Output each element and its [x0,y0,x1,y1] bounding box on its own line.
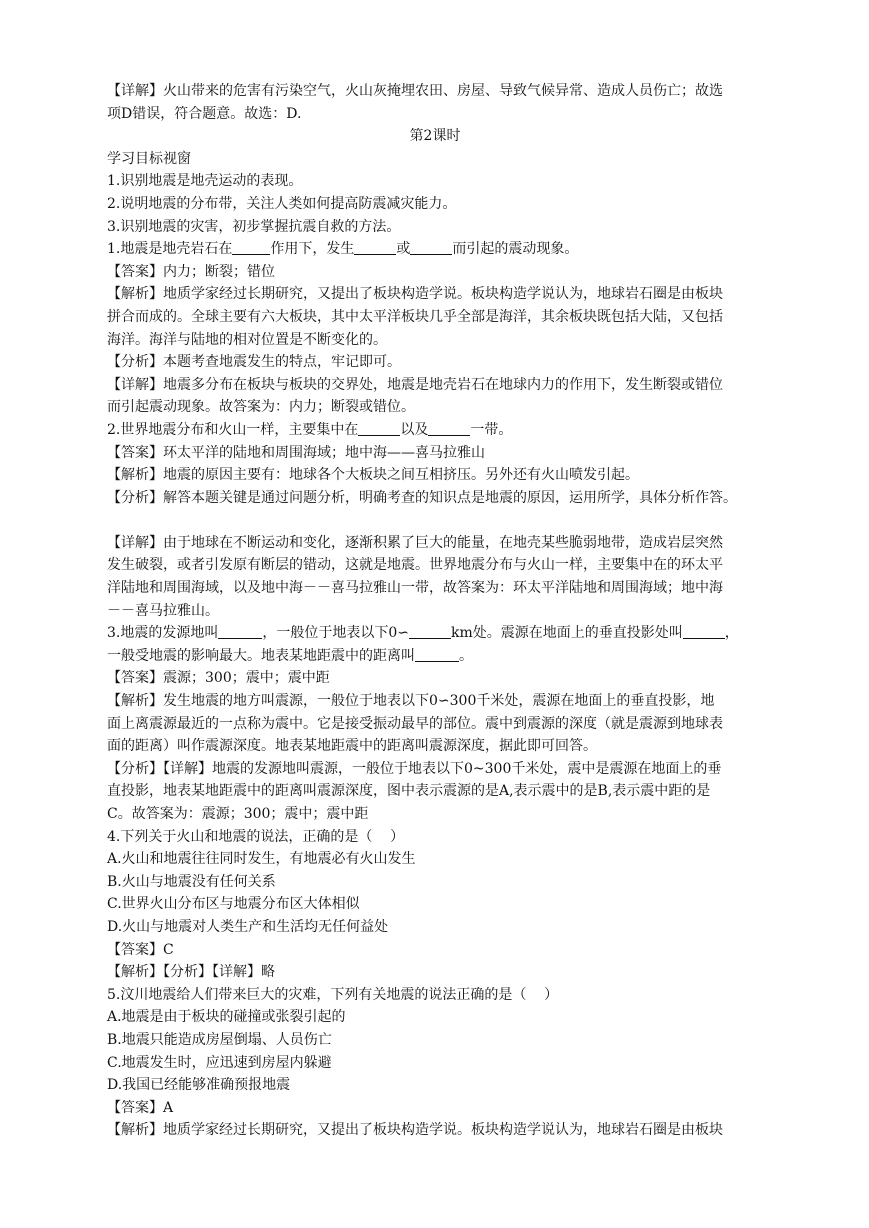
fill-blank [358,421,400,436]
question-text: 以及 [400,421,429,438]
text-line: 【解析】地质学家经过长期研究，又提出了板块构造学说。板块构造学说认为，地球岩石圈是由板块 [107,1122,723,1139]
question-text: km处。震源在地面上的垂直投影处叫 [451,625,683,642]
question-text: ， [724,625,739,642]
option-b: B.地震只能造成房屋倒塌、人员伤亡 [107,1031,332,1048]
question-2 [107,419,773,442]
text-line: 【解析】地质学家经过长期研究，又提出了板块构造学说。板块构造学说认为，地球岩石圈是由板块 [107,286,723,303]
question-text: 2.世界地震分布和火山一样，主要集中在 [107,421,359,438]
fill-blank [409,624,451,639]
text-line: 面的距离）叫作震源深度。地表某地距震中的距离叫震源深度，据此即可回答。 [107,738,597,755]
question-text: 一般受地震的影响最大。地表某地距震中的距离叫 [107,647,415,664]
answer-line: 【答案】震源；300；震中；震中距 [107,670,330,687]
question-3 [107,622,773,645]
fill-blank [232,240,270,255]
text-line: 洋陆地和周围海域，以及地中海－－喜马拉雅山一带，故答案为：环太平洋陆地和周围海域；地中海 [107,580,723,597]
option-a: A.地震是由于板块的碰撞或张裂引起的 [107,1009,346,1026]
option-c: C.世界火山分布区与地震分布区大体相似 [107,896,360,913]
option-a: A.火山和地震往往同时发生，有地震必有火山发生 [107,851,416,868]
text-line: 发生破裂，或者引发原有断层的错动，这就是地震。世界地震分布与火山一样，主要集中在的环太平 [107,557,723,574]
fill-blank [415,647,459,662]
question-text: 3.地震的发源地叫 [107,625,219,642]
section-title: 第2课时 [409,128,461,145]
text-line: 【分析】本题考查地震发生的特点，牢记即可。 [107,354,401,371]
fill-blank [354,240,396,255]
text-line: 【分析】解答本题关键是通过问题分析，明确考查的知识点是地震的原因，运用所学，具体分析作答。 [107,489,737,506]
question-text: 。 [459,647,473,664]
question-text: 作用下，发生 [270,241,355,258]
text-line: 而引起震动现象。故答案为：内力；断裂或错位。 [107,399,415,416]
option-d: D.火山与地震对人类生产和生活均无任何益处 [107,918,389,935]
question-4: 4.下列关于火山和地震的说法，正确的是（ ） [107,828,405,845]
fill-blank [683,624,725,639]
text-line: 【解析】【分析】【详解】略 [107,964,275,981]
objective-item: 1.识别地震是地壳运动的表现。 [107,173,303,190]
text-line: 海洋。海洋与陆地的相对位置是不断变化的。 [107,331,387,348]
answer-line: 【答案】C [107,941,174,958]
text-line: 【详解】由于地球在不断运动和变化，逐渐积累了巨大的能量，在地壳某些脆弱地带，造成岩层突然 [107,534,723,551]
question-5: 5.汶川地震给人们带来巨大的灾难，下列有关地震的说法正确的是（ ） [107,986,559,1003]
text-line: C。故答案为：震源；300；震中；震中距 [107,806,369,822]
text-line: 【解析】地震的原因主要有：地球各个大板块之间互相挤压。另外还有火山喷发引起。 [107,467,639,484]
blank-line [107,509,773,532]
text-line: 面上离震源最近的一点称为震中。它是接受振动最早的部位。震中到震源的深度（就是震源到地球表 [107,715,723,732]
objective-item: 3.识别地震的灾害，初步掌握抗震自救的方法。 [107,218,401,235]
text-line: 【解析】发生地震的地方叫震源，一般位于地表以下0∽300千米处，震源在地面上的垂直投影，地 [107,693,715,710]
answer-line: 【答案】A [107,1099,174,1116]
question-text: 1.地震是地壳岩石在 [107,241,233,258]
question-text: 而引起的震动现象。 [452,241,579,258]
question-text: 一带。 [470,421,513,438]
text-line: 项D错误，符合题意。故选：D. [107,105,302,122]
option-d: D.我国已经能够准确预报地震 [107,1077,291,1094]
fill-blank [218,624,262,639]
text-line: －－喜马拉雅山。 [107,602,219,619]
text-line: 【分析】【详解】地震的发源地叫震源，一般位于地表以下0~300千米处，震中是震源在地面上的垂 [107,760,722,777]
text-line: 【详解】地震多分布在板块与板块的交界处，地震是地壳岩石在地球内力的作用下，发生断裂或错位 [107,376,723,393]
option-c: C.地震发生时，应迅速到房屋内躲避 [107,1054,332,1071]
answer-line: 【答案】内力；断裂；错位 [107,263,275,280]
question-3-cont [107,645,773,668]
question-text: 或 [396,241,411,258]
fill-blank [428,421,470,436]
text-line: 直投影，地表某地距震中的距离叫震源深度，图中表示震源的是A,表示震中的是B,表示震中距的是 [107,783,711,800]
objective-item: 2.说明地震的分布带，关注人类如何提高防震减灾能力。 [107,195,457,212]
question-1 [107,238,773,261]
question-text: ，一般位于地表以下0∽ [262,625,409,642]
section-heading: 学习目标视窗 [107,150,191,167]
option-b: B.火山与地震没有任何关系 [107,873,276,890]
text-line: 【详解】火山带来的危害有污染空气，火山灰掩埋农田、房屋、导致气候异常、造成人员伤亡；故选 [107,83,723,99]
fill-blank [410,240,452,255]
text-line: 拼合而成的。全球主要有六大板块，其中太平洋板块几乎全部是海洋，其余板块既包括大陆，又包括 [107,308,723,325]
answer-line: 【答案】环太平洋的陆地和周围海域；地中海——喜马拉雅山 [107,444,485,461]
